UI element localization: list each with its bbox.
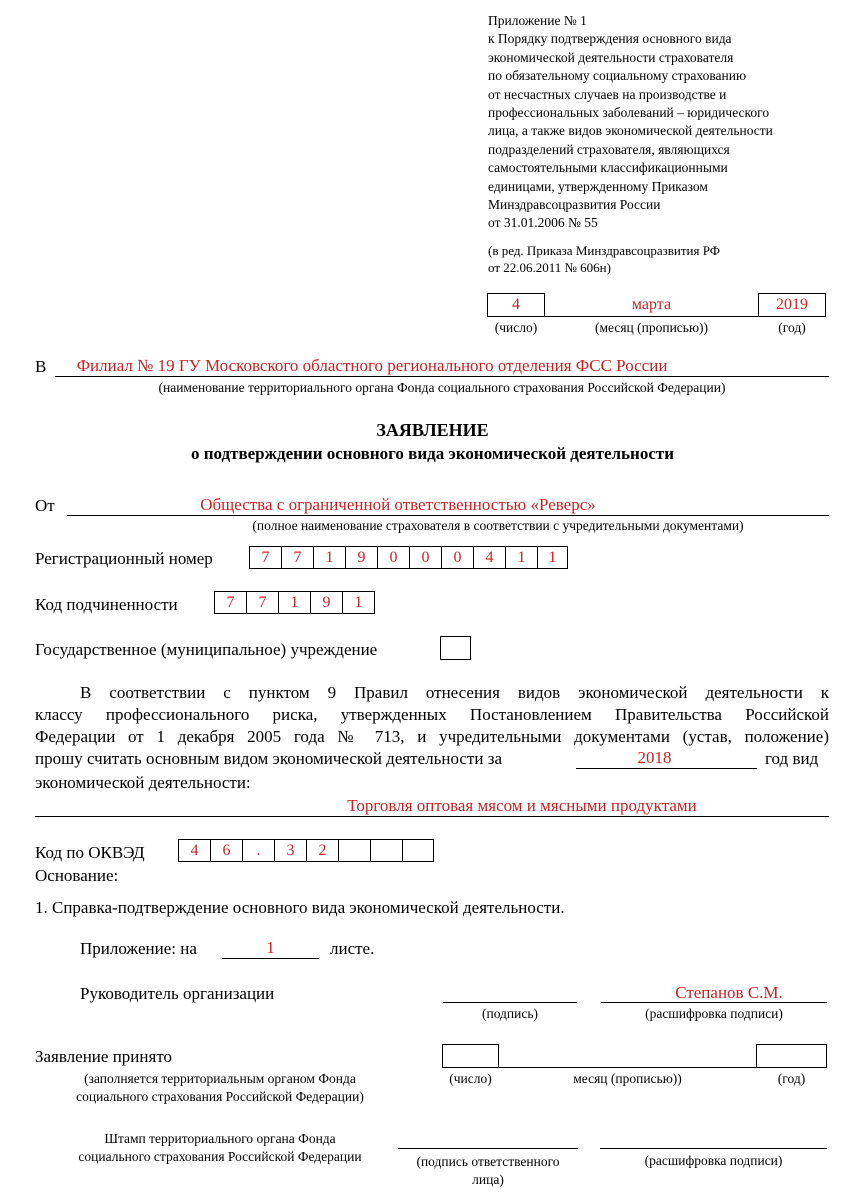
- reg-number-digit[interactable]: 9: [346, 547, 378, 568]
- accepted-note: [35, 1070, 405, 1106]
- document-title: ЗАЯВЛЕНИЕ: [376, 420, 489, 440]
- okved-cell[interactable]: 6: [211, 840, 243, 861]
- stamp-signature-caption-line-2: лица): [472, 1172, 504, 1187]
- reg-number-digit[interactable]: 4: [474, 547, 506, 568]
- subordination-label: Код подчиненности: [35, 595, 178, 614]
- accepted-year-field[interactable]: [756, 1044, 827, 1068]
- okved-cells[interactable]: [178, 839, 434, 862]
- okved-label: Код по ОКВЭД: [35, 843, 145, 862]
- year-line: [576, 768, 757, 769]
- head-name-field[interactable]: Степанов С.М.: [675, 983, 783, 1002]
- paragraph-line-2: классу профессионального риска, утвержденных Постановлением Правительства Российской: [35, 705, 829, 724]
- subordination-digit[interactable]: 7: [247, 592, 279, 613]
- state-institution-checkbox[interactable]: [440, 636, 471, 660]
- appendix-line: Минздравсоцразвития России: [488, 197, 661, 213]
- okved-cell[interactable]: 3: [275, 840, 307, 861]
- appendix-line: к Порядку подтверждения основного вида: [488, 31, 732, 47]
- date-month-line: [545, 316, 758, 317]
- okved-cell[interactable]: 4: [179, 840, 211, 861]
- state-institution-label: Государственное (муниципальное) учреждение: [35, 640, 378, 659]
- year-field[interactable]: 2018: [637, 748, 672, 767]
- stamp-signature-line[interactable]: [398, 1148, 578, 1149]
- accepted-label: Заявление принято: [35, 1047, 173, 1066]
- stamp-line-1: Штамп территориального органа Фонда: [104, 1131, 336, 1146]
- reg-number-digit[interactable]: 7: [250, 547, 282, 568]
- appendix-line: Приложение № 1: [488, 13, 587, 28]
- paragraph-line-5: экономической деятельности:: [35, 773, 251, 792]
- accepted-year-caption: (год): [777, 1071, 806, 1086]
- recipient-field[interactable]: Филиал № 19 ГУ Московского областного регионального отделения ФСС России: [76, 356, 668, 375]
- recipient-caption: (наименование территориального органа Фонда социального страхования Российской Федерации): [158, 380, 726, 395]
- reg-number-digit[interactable]: 0: [378, 547, 410, 568]
- stamp-signature-caption: [398, 1153, 578, 1189]
- date-day-caption: (число): [494, 320, 538, 335]
- head-label: Руководитель организации: [80, 984, 275, 1003]
- stamp-label: [35, 1130, 405, 1166]
- appendix-line: по обязательному социальному страхованию: [488, 68, 747, 84]
- reg-number-digit[interactable]: 7: [282, 547, 314, 568]
- stamp-name-line[interactable]: [600, 1148, 827, 1149]
- activity-line: [35, 816, 829, 817]
- edition-line-2: от 22.06.2011 № 606н): [488, 260, 611, 275]
- attachment-field[interactable]: 1: [266, 938, 275, 957]
- date-year-caption: (год): [778, 320, 806, 335]
- stamp-line-2: социального страхования Российской Федерации: [78, 1149, 362, 1164]
- attachment-after: листе.: [330, 939, 375, 958]
- appendix-line: от 31.01.2006 № 55: [488, 215, 598, 231]
- okved-cell[interactable]: .: [243, 840, 275, 861]
- head-signature-caption: (подпись): [481, 1006, 539, 1021]
- okved-cell[interactable]: [371, 840, 403, 861]
- subordination-digit[interactable]: 1: [343, 592, 375, 613]
- head-signature-line[interactable]: [443, 1002, 577, 1003]
- accepted-note-line-1: (заполняется территориальным органом Фонда: [84, 1071, 356, 1086]
- edition-line-1: (в ред. Приказа Минздравсоцразвития РФ: [488, 243, 721, 258]
- head-decode-caption: (расшифровка подписи): [645, 1006, 783, 1021]
- basis-item-1: 1. Справка-подтверждение основного вида экономической деятельности.: [35, 898, 565, 917]
- okved-cell[interactable]: [339, 840, 371, 861]
- date-month-caption: (месяц (прописью)): [594, 320, 709, 335]
- basis-label: Основание:: [35, 866, 119, 885]
- reg-number-digit[interactable]: 1: [538, 547, 568, 568]
- stamp-signature-caption-line-1: (подпись ответственного: [416, 1154, 560, 1169]
- appendix-line: от несчастных случаев на производстве и: [488, 86, 727, 102]
- recipient-prefix: В: [35, 357, 47, 376]
- subordination-digit[interactable]: 1: [279, 592, 311, 613]
- appendix-line: самостоятельными классификационными: [488, 160, 728, 176]
- date-year-field[interactable]: 2019: [758, 293, 826, 317]
- recipient-line: [55, 376, 829, 377]
- appendix-block: [488, 12, 833, 233]
- okved-cell[interactable]: [403, 840, 434, 861]
- accepted-month-caption: месяц (прописью)): [573, 1071, 682, 1086]
- from-caption: (полное наименование страхователя в соответствии с учредительными документами): [252, 518, 744, 533]
- reg-number-digit[interactable]: 0: [442, 547, 474, 568]
- reg-number-digit[interactable]: 0: [410, 547, 442, 568]
- from-prefix: От: [35, 496, 55, 515]
- accepted-day-field[interactable]: [442, 1044, 499, 1068]
- from-field[interactable]: Общества с ограниченной ответственностью «Реверс»: [200, 495, 596, 514]
- from-line: [67, 515, 829, 516]
- accepted-day-caption: (число): [449, 1071, 492, 1086]
- subordination-digit[interactable]: 9: [311, 592, 343, 613]
- okved-cell[interactable]: 2: [307, 840, 339, 861]
- date-month-field[interactable]: марта: [631, 296, 672, 313]
- reg-number-digit[interactable]: 1: [506, 547, 538, 568]
- appendix-line: экономической деятельности страхователя: [488, 49, 734, 65]
- date-day-field[interactable]: 4: [487, 293, 545, 317]
- accepted-month-line[interactable]: [499, 1067, 756, 1068]
- paragraph-line-1: В соответствии с пунктом 9 Правил отнесения видов экономической деятельности к: [80, 683, 829, 702]
- paragraph-line-4-after: год вид: [765, 749, 819, 768]
- appendix-line: профессиональных заболеваний – юридического: [488, 105, 770, 121]
- reg-number-cells[interactable]: [249, 546, 568, 569]
- appendix-line: подразделений страхователя, являющихся: [488, 141, 730, 157]
- reg-number-digit[interactable]: 1: [314, 547, 346, 568]
- accepted-note-line-2: социального страхования Российской Федерации): [76, 1089, 364, 1104]
- paragraph-line-4-before: прошу считать основным видом экономической деятельности за: [35, 749, 503, 768]
- reg-number-label: Регистрационный номер: [35, 549, 213, 568]
- appendix-line: лица, а также видов экономической деятельности: [488, 123, 773, 139]
- stamp-decode-caption: (расшифровка подписи): [644, 1153, 783, 1168]
- activity-field[interactable]: Торговля оптовая мясом и мясными продуктами: [347, 796, 697, 815]
- edition-note: [488, 242, 720, 276]
- subordination-digit[interactable]: 7: [215, 592, 247, 613]
- attachment-line: [222, 958, 319, 959]
- attachment-before: Приложение: на: [80, 939, 197, 958]
- subordination-cells[interactable]: [214, 591, 375, 614]
- document-subtitle: о подтверждении основного вида экономической деятельности: [190, 444, 675, 463]
- paragraph-line-3: Федерации от 1 декабря 2005 года № 713, и учредительными документами (устав, положение): [35, 727, 829, 746]
- appendix-line: единицами, утвержденному Приказом: [488, 178, 708, 194]
